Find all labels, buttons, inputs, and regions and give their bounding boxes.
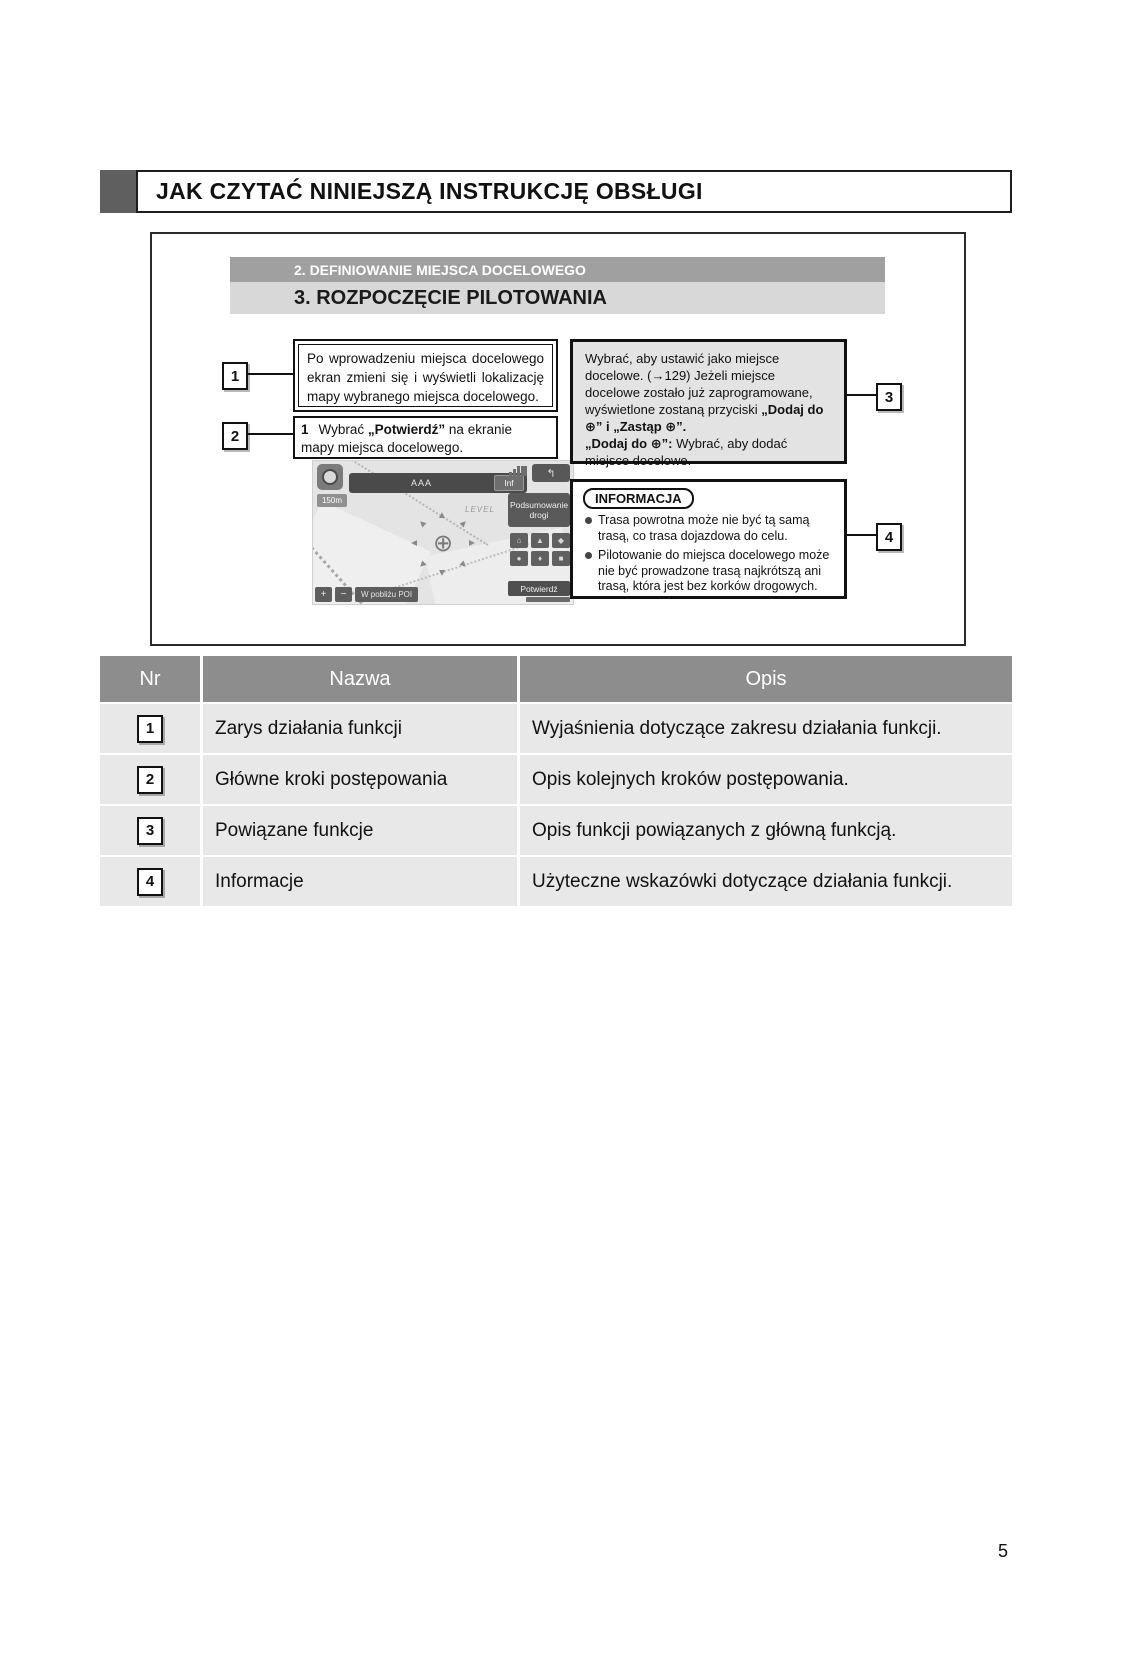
row-description: Opis funkcji powiązanych z główną funkcją.: [520, 806, 1012, 855]
poi-icon: ■: [552, 551, 570, 566]
nav-map-screenshot: [312, 460, 574, 605]
callout-number-3: 3: [876, 383, 902, 411]
related-text-bold: „Dodaj do ⊕” i „Zastąp ⊕”.: [585, 402, 824, 434]
row-number-badge: 4: [137, 868, 163, 896]
signal-bar-icon: [513, 469, 516, 476]
information-box: [570, 479, 847, 599]
figure-chapter-bar: 2. DEFINIOWANIE MIEJSCA DOCELOWEGO: [230, 257, 885, 282]
page-number: 5: [998, 1541, 1009, 1561]
row-name: Główne kroki postępowania: [203, 755, 517, 804]
page-header: [100, 170, 1012, 213]
poi-icon: ♦: [531, 551, 549, 566]
table-row: [100, 857, 1012, 906]
dpad-arrow-icon: ▲: [415, 556, 431, 572]
figure-section-bar: 3. ROZPOCZĘCIE PILOTOWANIA: [230, 282, 885, 314]
phone-icon: [521, 466, 527, 476]
zoom-out-button: −: [335, 587, 352, 602]
information-label: INFORMACJA: [583, 488, 694, 509]
callout-number-1: 1: [222, 362, 248, 390]
step-text-post: na ekranie mapy miejsca docelowego.: [301, 422, 512, 455]
confirm-area: [508, 581, 570, 602]
callout-box-steps: [293, 416, 558, 459]
cursor-target-icon: ⊕: [432, 530, 454, 557]
step-number: 1: [301, 422, 309, 437]
destination-title-bar: [349, 473, 527, 493]
back-button: [532, 464, 570, 482]
callout-line-2: [246, 433, 293, 435]
map-scale-badge: 150m: [317, 494, 347, 507]
callout-number-2: 2: [222, 422, 248, 450]
related-text-bold2: „Dodaj do ⊕”:: [585, 436, 673, 451]
row-number-badge: 2: [137, 766, 163, 794]
table-header-row: [100, 656, 1012, 702]
dpad-arrow-icon: ▲: [409, 538, 420, 548]
row-number-badge: 1: [137, 715, 163, 743]
bullet-dot-icon: [585, 552, 592, 559]
map-place-label: LEVEL: [465, 505, 495, 514]
column-header-nr: Nr: [100, 656, 200, 702]
information-bullet: [583, 548, 834, 595]
information-bullet-text: Trasa powrotna może nie być tą samą trasą, co trasa dojazdowa do celu.: [598, 513, 810, 543]
related-text-2: Wybrać, aby dodać miejsce docelowe.: [585, 436, 788, 468]
column-header-opis: Opis: [520, 656, 1012, 702]
related-text: Wybrać, aby ustawić jako miejsce docelowe. (→129) Jeżeli miejsce docelowe zostało już zaprogramowane, wyświetlone zostaną przyciski: [585, 351, 813, 417]
dpad-arrow-icon: ▲: [415, 516, 431, 532]
signal-bar-icon: [517, 466, 520, 476]
dpad-arrow-icon: ▲: [437, 567, 447, 578]
dpad-arrow-icon: ▲: [437, 510, 447, 521]
row-description: Wyjaśnienia dotyczące zakresu działania funkcji.: [520, 704, 1012, 753]
callout-line-4: [847, 534, 876, 536]
poi-icon: ▲: [531, 533, 549, 548]
step-text-bold: „Potwierdź”: [367, 422, 446, 437]
status-icons: [509, 466, 527, 476]
row-name: Zarys działania funkcji: [203, 704, 517, 753]
information-bullet: [583, 513, 834, 544]
header-accent-square: [100, 170, 136, 213]
row-name: Informacje: [203, 857, 517, 906]
table-row: [100, 806, 1012, 855]
callout-number-4: 4: [876, 523, 902, 551]
example-figure: [150, 232, 966, 646]
callout-box-related: [570, 339, 847, 468]
poi-icon: ◆: [552, 533, 570, 548]
table-row: [100, 704, 1012, 753]
dpad-arrow-icon: ▲: [455, 556, 471, 572]
zoom-in-button: +: [315, 587, 332, 602]
callout-line-3: [847, 394, 876, 396]
information-bullet-text: Pilotowanie do miejsca docelowego może nie być prowadzone trasą najkrótszą ani trasą, która jest bez korków drogowych.: [598, 548, 830, 593]
row-number-badge: 3: [137, 817, 163, 845]
row-description: Użyteczne wskazówki dotyczące działania funkcji.: [520, 857, 1012, 906]
column-header-nazwa: Nazwa: [203, 656, 517, 702]
signal-bar-icon: [509, 472, 512, 476]
map-copyright-strip: [526, 597, 570, 602]
inf-button: Inf: [494, 475, 524, 491]
poi-icon: ⌂: [510, 533, 528, 548]
row-description: Opis kolejnych kroków postępowania.: [520, 755, 1012, 804]
destination-name: AAA: [410, 478, 432, 488]
poi-icon-grid: [508, 533, 570, 566]
dpad-arrow-icon: ▲: [466, 538, 477, 548]
poi-icon: ●: [510, 551, 528, 566]
nearby-poi-button: W pobliżu POI: [355, 587, 418, 602]
callout-box-overview-text: Po wprowadzeniu miejsca docelowego ekran zmieni się i wyświetli lokalizację mapy wybranego miejsca docelowego.: [298, 344, 553, 407]
row-name: Powiązane funkcje: [203, 806, 517, 855]
map-scroll-dpad: [408, 509, 478, 579]
page-title: JAK CZYTAĆ NINIEJSZĄ INSTRUKCJĘ OBSŁUGI: [136, 170, 1012, 213]
legend-table: [100, 656, 1012, 908]
callout-box-overview: [293, 339, 558, 412]
callout-line-1: [246, 373, 293, 375]
compass-button: [317, 464, 343, 490]
confirm-button: Potwierdź: [508, 581, 570, 596]
step-text-pre: Wybrać: [318, 422, 368, 437]
back-arrow-icon: ↰: [546, 467, 556, 480]
route-overview-button: Podsumowanie drogi: [508, 493, 570, 527]
compass-icon: [322, 469, 338, 485]
table-row: [100, 755, 1012, 804]
dpad-arrow-icon: ▲: [455, 516, 471, 532]
map-bottom-bar: [315, 587, 418, 602]
bullet-dot-icon: [585, 517, 592, 524]
